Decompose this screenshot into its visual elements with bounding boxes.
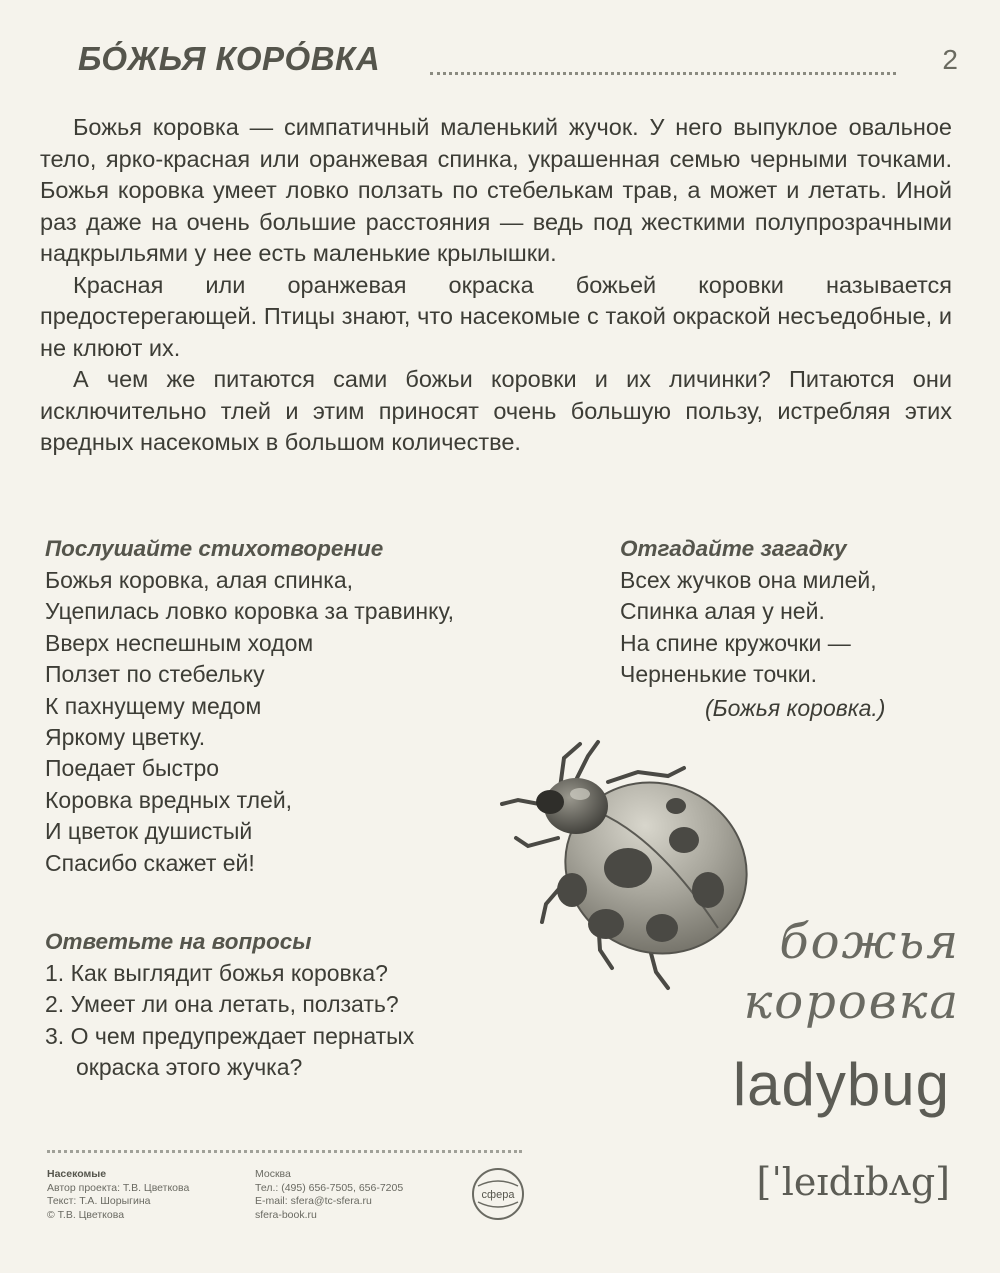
series-name: Насекомые [47,1168,107,1180]
question-item-continuation: окраска этого жучка? [76,1054,303,1081]
page-number: 2 [942,44,958,75]
article-body [40,112,952,459]
poem-line: Яркому цветку. [45,724,206,751]
footer-credits [47,1168,247,1222]
poem-heading: Послушайте стихотворение [45,536,384,561]
poem-line: Коровка вредных тлей, [45,786,293,813]
poem-line: Спасибо скажет ей! [45,849,255,876]
publisher-website: sfera-book.ru [255,1208,317,1221]
poem-section [45,535,565,879]
english-word: ladybug [732,1051,950,1118]
riddle-section [620,535,950,724]
question-item: 3. О чем предупреждает пернатых [45,1022,415,1049]
paragraph-2: Красная или оранжевая окраска божьей коровки называется предостерегающей. Птицы знают, что насекомые с такой окраской несъедобные, и не клюют их. [40,271,952,361]
paragraph-3: А чем же питаются сами божьи коровки и их личинки? Питаются они исключительно тлей и этим приносят очень большую пользу, истребляя этих вредных насекомых в большом количестве. [40,366,952,455]
poem-line: Божья коровка, алая спинка, [45,567,353,593]
riddle-line: На спине кружочки — [620,629,851,656]
poem-line: Вверх неспешным ходом [45,629,314,656]
footer-dotted-rule [47,1150,522,1153]
transcription: [ˈleɪdɪbʌg] [756,1160,950,1204]
page-header [78,38,958,88]
cursive-word-line-2: коровка [743,974,960,1030]
riddle-line: Всех жучков она милей, [620,567,877,593]
poem-line: Ползет по стебельку [45,661,265,688]
questions-section [45,928,565,1084]
title-dotted-leader [430,72,896,75]
riddle-heading: Отгадайте загадку [620,536,847,561]
logo-text: сфера [481,1189,515,1201]
publisher-email: E-mail: sfera@tc-sfera.ru [255,1195,372,1207]
copyright: © Т.В. Цветкова [47,1208,125,1221]
publisher-phone: Тел.: (495) 656-7505, 656-7205 [255,1181,404,1194]
riddle-line: Черненькие точки. [620,661,818,688]
cursive-word-line-1: божья [779,914,960,970]
question-item: 1. Как выглядит божья коровка? [45,960,388,986]
riddle-answer: (Божья коровка.) [705,694,886,721]
paragraph-1: Божья коровка — симпатичный маленький жучок. У него выпуклое овальное тело, ярко-красная или оранжевая спинка, украшенная семью черными точками. Божья коровка умеет ловко ползать по стебелькам трав, а может и летать. Иной раз даже на очень большие расстояния — ведь под жесткими полупрозрачными надкрыльями у нее есть маленькие крылышки. [40,114,952,266]
poem-line: Поедает быстро [45,755,220,782]
riddle-line: Спинка алая у ней. [620,598,825,625]
question-item: 2. Умеет ли она летать, ползать? [45,991,399,1018]
sfera-logo [470,1166,526,1222]
footer-contacts [255,1168,465,1222]
publisher-city: Москва [255,1168,291,1180]
questions-heading: Ответьте на вопросы [45,929,312,954]
text-credit: Текст: Т.А. Шорыгина [47,1195,151,1207]
poem-line: И цветок душистый [45,818,253,845]
poem-line: К пахнущему медом [45,692,262,719]
poem-line: Уцепилась ловко коровка за травинку, [45,598,455,625]
page-title: БО́ЖЬЯ КОРО́ВКА [78,40,381,77]
ladybug-illustration [488,728,768,1018]
author-credit: Автор проекта: Т.В. Цветкова [47,1181,190,1194]
